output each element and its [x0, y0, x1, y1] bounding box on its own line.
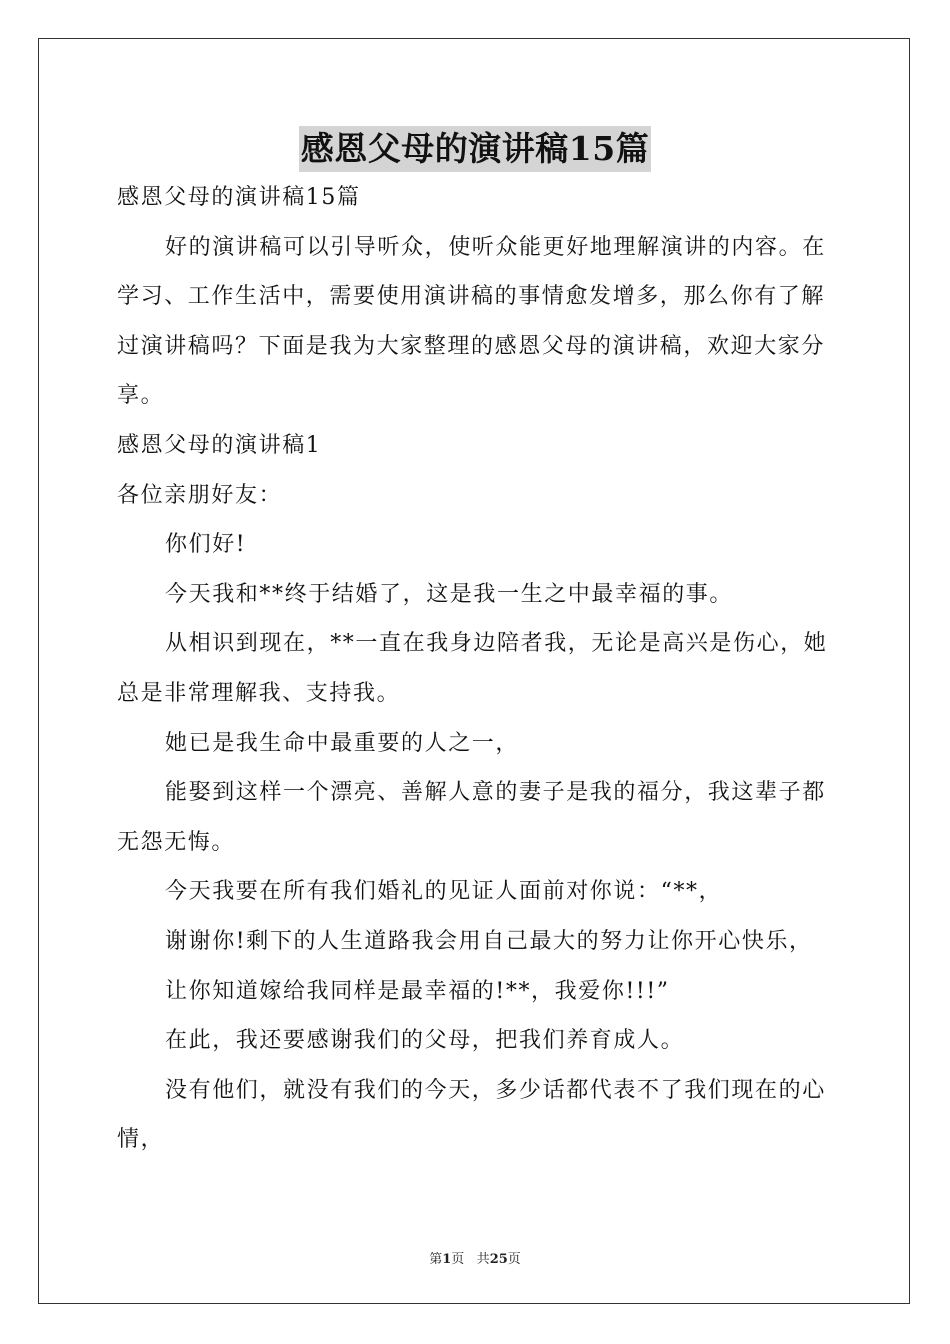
- paragraph: 好的演讲稿可以引导听众，使听众能更好地理解演讲的内容。在学习、工作生活中，需要使用演讲稿的事情愈发增多，那么你有了解过演讲稿吗？下面是我为大家整理的感恩父母的演讲稿，欢迎大家分享。: [117, 234, 826, 409]
- document-title: 感恩父母的演讲稿15篇: [299, 126, 651, 172]
- paragraph: 感恩父母的演讲稿15篇: [117, 185, 361, 210]
- page-footer: [0, 1248, 950, 1267]
- section-heading: 感恩父母的演讲稿1: [117, 432, 322, 458]
- total-pages: 25: [489, 1252, 508, 1267]
- paragraph: 谢谢你!剩下的人生道路我会用自己最大的努力让你开心快乐，: [165, 928, 813, 954]
- title-wrap: [0, 126, 950, 172]
- page-suffix: 页: [451, 1252, 465, 1267]
- paragraph: 各位亲朋好友：: [117, 482, 283, 508]
- total-suffix: 页: [507, 1252, 521, 1267]
- page-prefix: 第: [429, 1252, 443, 1267]
- paragraph: 让你知道嫁给我同样是最幸福的!**，我爱你!!!”: [165, 978, 670, 1004]
- paragraph: 在此，我还要感谢我们的父母，把我们养育成人。: [165, 1028, 685, 1054]
- paragraph: 今天我和**终于结婚了，这是我一生之中最幸福的事。: [165, 581, 734, 607]
- paragraph: 从相识到现在，**一直在我身边陪者我，无论是高兴是伤心，她总是非常理解我、支持我。: [117, 631, 828, 706]
- paragraph: 你们好!: [165, 532, 247, 558]
- page-number: 1: [442, 1252, 452, 1267]
- paragraph: 没有他们，就没有我们的今天，多少话都代表不了我们现在的心情，: [117, 1077, 826, 1153]
- paragraph: 今天我要在所有我们婚礼的见证人面前对你说：“**，: [165, 879, 723, 905]
- total-prefix: 共: [476, 1252, 490, 1267]
- paragraph: 她已是我生命中最重要的人之一，: [165, 730, 520, 756]
- paragraph: 能娶到这样一个漂亮、善解人意的妻子是我的福分，我这辈子都无怨无悔。: [117, 780, 826, 855]
- document-body: [117, 173, 835, 1165]
